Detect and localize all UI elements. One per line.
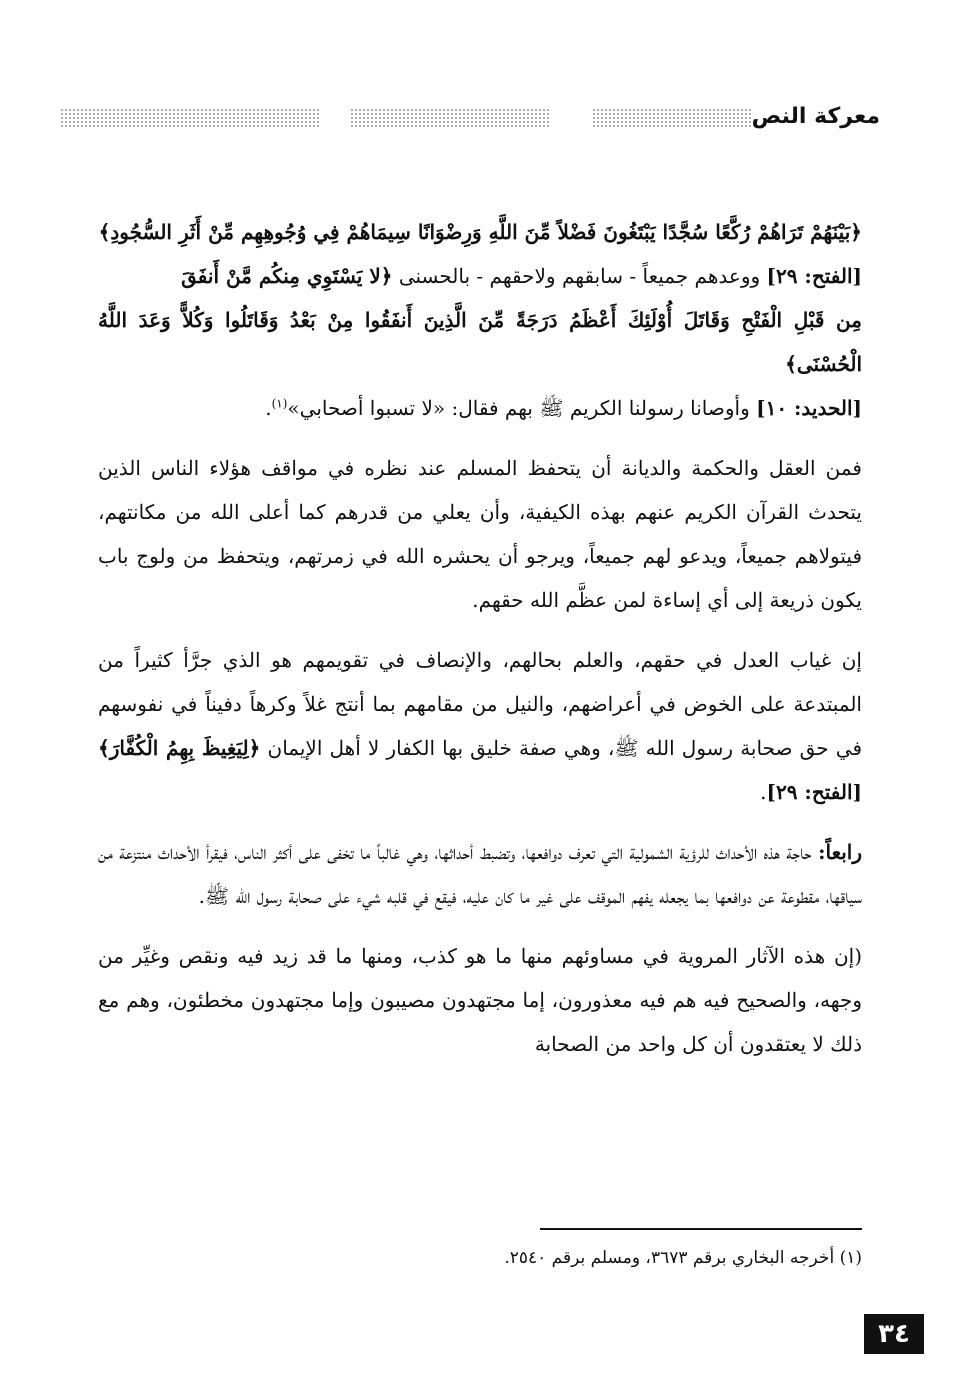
footnote-divider (540, 1228, 862, 1230)
paragraph-end: . (265, 396, 272, 420)
verse-reference: [الحديد: ١٠] (756, 396, 862, 420)
footnote-marker: (١) (271, 396, 288, 411)
paragraph-text: حاجة هذه الأحداث للرؤية الشمولية التي تعرف دوافعها، وتضبط أحداثها، وهي غالباً ما تخفى على أكثر الناس، فيقرأ الأحداث منتزعة من سياقها، مقطوعة عن دوافعها بما يجعله يفهم الموقف على غير ما كان عليه، فيقع في قلبه شيء على صحابة رسول الله ﷺ. (98, 840, 862, 908)
quran-verse: ﴿لِيَغِيظَ بِهِمُ الْكُفَّارَ﴾ (98, 736, 261, 760)
quran-verse: ﴿لا يَسْتَوِي مِنكُم مَّنْ أَنفَقَ (181, 264, 393, 288)
header-title: معركة النص (751, 104, 880, 129)
paragraph-2: فمن العقل والحكمة والديانة أن يتحفظ المسلم عند نظره في مواقف هؤلاء الناس الذين يتحدث القرآن الكريم عنهم بهذه الكيفية، وأن يعلي من قدرهم كما أعلى الله من مكانتهم، فيتولاهم جميعاً، ويدعو لهم جميعاً، ويرجو أن يحشره الله في زمرتهم، ويتحفظ من ولوج باب يكون ذريعة إلى أي إساءة لمن عظَّم الله حقهم. (98, 456, 862, 612)
running-header (60, 100, 880, 140)
paragraph-4 (98, 830, 862, 918)
paragraph-text: إن غياب العدل في حقهم، والعلم بحالهم، والإنصاف في تقويمهم هو الذي جرَّأ كثيراً من المبتدعة على الخوض في أعراضهم، والنيل من مقامهم بما أنتج غلاً وكرهاً دفيناً في نفوسهم في حق صحابة رسول الله ﷺ، وهي صفة خليق بها الكفار لا أهل الإيمان (98, 648, 863, 760)
header-ornament (60, 108, 320, 128)
footnote: (١) أخرجه البخاري برقم ٣٦٧٣، ومسلم برقم ٢٥٤٠. (504, 1248, 862, 1268)
paragraph-1 (98, 210, 862, 430)
paragraph-text: وأوصانا رسولنا الكريم ﷺ بهم فقال: «لا تسبوا أصحابي» (287, 396, 750, 420)
paragraph-text: ووعدهم جميعاً - سابقهم ولاحقهم - بالحسنى (398, 264, 761, 288)
header-ornament (350, 108, 550, 128)
body-text (98, 210, 862, 1082)
header-ornament (592, 108, 752, 128)
page-number: ٣٤ (864, 1314, 924, 1354)
paragraph-end: . (760, 780, 767, 804)
paragraph-3 (98, 638, 862, 814)
section-lead: رابعاً: (818, 840, 862, 864)
verse-reference: [الفتح: ٢٩] (766, 264, 862, 288)
quran-verse: مِن قَبْلِ الْفَتْحِ وَقَاتَلَ أُوْلَئِكَ أَعْظَمُ دَرَجَةً مِّنَ الَّذِينَ أَنفَقُوا مِنْ بَعْدُ وَقَاتَلُوا وَكُلاًّ وَعَدَ اللَّهُ الْحُسْنَى﴾ (98, 308, 862, 376)
verse-reference: [الفتح: ٢٩] (766, 780, 862, 804)
paragraph-5: (إن هذه الآثار المروية في مساوئهم منها ما هو كذب، ومنها ما قد زيد فيه ونقص وغيِّر من وجهه، والصحيح فيه هم فيه معذورون، إما مجتهدون مصيبون وإما مجتهدون مخطئون، وهم مع ذلك لا يعتقدون أن كل واحد من الصحابة (98, 944, 862, 1056)
quran-verse: ﴿بَيْنَهُمْ تَرَاهُمْ رُكَّعًا سُجَّدًا يَبْتَغُونَ فَضْلاً مِّنَ اللَّهِ وَرِضْوَانًا سِيمَاهُمْ فِي وُجُوهِهِم مِّنْ أَثَرِ السُّجُودِ﴾ (98, 220, 862, 244)
